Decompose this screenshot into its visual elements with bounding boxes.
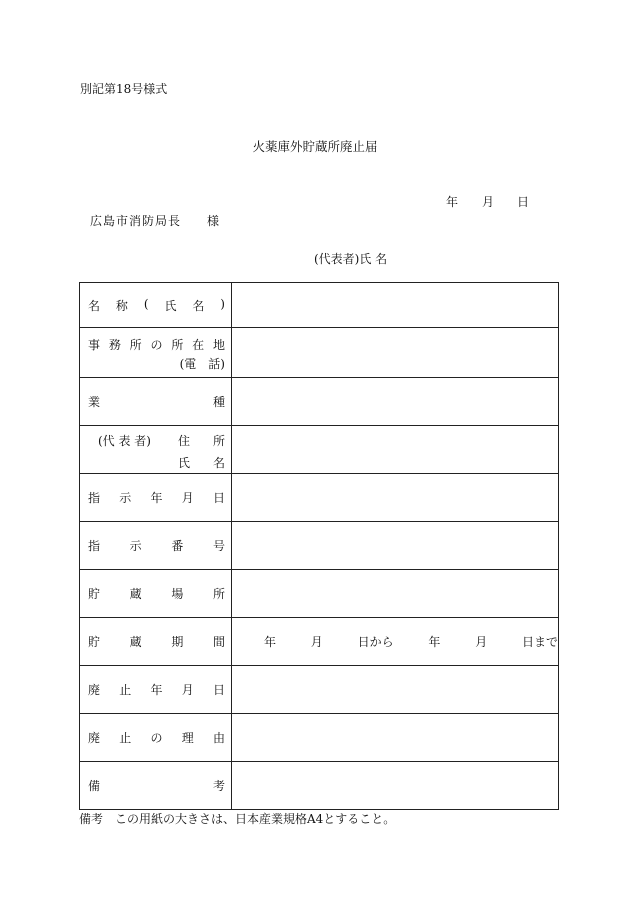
footnote: 備考 この用紙の大きさは、日本産業規格A4とすること。	[79, 812, 396, 826]
label-char: 指	[88, 491, 101, 505]
label-char: 日	[212, 491, 225, 505]
form-number: 別記第18号様式	[80, 82, 168, 96]
label-char: 所	[129, 337, 142, 352]
period-start-year: 年	[264, 635, 277, 649]
row-office	[80, 328, 559, 378]
value-instruction-number[interactable]	[232, 522, 559, 570]
label-char: 示	[119, 491, 132, 505]
label-char: 備	[88, 779, 101, 793]
addressee: 広島市消防局長 様	[90, 214, 221, 228]
label-char: 止	[119, 731, 132, 745]
label-char: 事	[88, 337, 101, 352]
period-start-day: 日から	[357, 635, 394, 649]
form-table	[79, 282, 559, 810]
label-name	[80, 283, 232, 328]
label-char: の	[150, 337, 163, 352]
label-phone: (電 話)	[179, 356, 225, 371]
value-storage-place[interactable]	[232, 570, 559, 618]
label-char: 所	[171, 337, 184, 352]
label-char: 名	[88, 298, 101, 313]
value-name[interactable]	[232, 283, 559, 328]
value-business[interactable]	[232, 378, 559, 426]
label-business	[80, 378, 232, 426]
label-char: 廃	[88, 683, 101, 697]
label-char: 由	[212, 731, 225, 745]
label-char: 氏	[164, 298, 177, 313]
label-char: 在	[192, 337, 205, 352]
label-char: 所	[213, 434, 226, 448]
label-char: 年	[150, 491, 163, 505]
value-abolition-reason[interactable]	[232, 714, 559, 762]
label-char: 貯	[88, 635, 101, 649]
label-char: 所	[212, 587, 225, 601]
value-storage-period[interactable]	[232, 618, 559, 666]
label-char: 蔵	[129, 635, 142, 649]
label-char: 月	[181, 491, 194, 505]
label-char: 場	[171, 587, 184, 601]
label-char: 蔵	[129, 587, 142, 601]
label-representative-prefix: (代 表 者)	[98, 434, 151, 448]
period-end-day: 日まで	[521, 635, 558, 649]
label-char: 廃	[88, 731, 101, 745]
label-office	[80, 328, 232, 378]
period-start-month: 月	[310, 635, 323, 649]
label-char: 務	[108, 337, 121, 352]
label-char: 号	[212, 539, 225, 553]
row-instruction-date	[80, 474, 559, 522]
label-char: 期	[171, 635, 184, 649]
value-representative[interactable]	[232, 426, 559, 474]
label-char: 月	[181, 683, 194, 697]
label-char: 名	[192, 298, 205, 313]
label-char: 間	[212, 635, 225, 649]
label-char: 住	[178, 434, 191, 448]
label-abolition-date	[80, 666, 232, 714]
label-char: 指	[88, 539, 101, 553]
label-char: 年	[150, 683, 163, 697]
label-char: 業	[88, 395, 101, 409]
row-instruction-number	[80, 522, 559, 570]
label-instruction-number	[80, 522, 232, 570]
value-abolition-date[interactable]	[232, 666, 559, 714]
value-remarks[interactable]	[232, 762, 559, 810]
label-char: (	[143, 296, 149, 311]
representative-name-label: (代表者)氏 名	[314, 252, 388, 266]
label-storage-place	[80, 570, 232, 618]
label-representative	[80, 426, 232, 474]
period-end-month: 月	[475, 635, 488, 649]
document-title: 火薬庫外貯蔵所廃止届	[252, 139, 378, 154]
label-char: 日	[212, 683, 225, 697]
label-storage-period	[80, 618, 232, 666]
label-instruction-date	[80, 474, 232, 522]
label-char: 考	[212, 779, 225, 793]
row-storage-place	[80, 570, 559, 618]
row-representative	[80, 426, 559, 474]
label-char: 示	[129, 539, 142, 553]
date-month-label: 月	[482, 195, 495, 209]
date-year-label: 年	[446, 195, 459, 209]
date-day-label: 日	[517, 195, 530, 209]
value-instruction-date[interactable]	[232, 474, 559, 522]
label-char: の	[150, 731, 163, 745]
row-abolition-reason	[80, 714, 559, 762]
row-remarks	[80, 762, 559, 810]
label-char: 番	[171, 539, 184, 553]
period-end-year: 年	[428, 635, 441, 649]
label-char: 称	[115, 298, 128, 313]
label-char: )	[220, 296, 225, 311]
row-storage-period	[80, 618, 559, 666]
label-char: 地	[212, 337, 225, 352]
label-remarks	[80, 762, 232, 810]
label-char: 氏	[178, 456, 191, 470]
label-char: 名	[213, 456, 226, 470]
value-office[interactable]	[232, 328, 559, 378]
row-name	[80, 283, 559, 328]
label-char: 理	[181, 731, 194, 745]
label-abolition-reason	[80, 714, 232, 762]
row-business	[80, 378, 559, 426]
label-char: 止	[119, 683, 132, 697]
row-abolition-date	[80, 666, 559, 714]
label-char: 貯	[88, 587, 101, 601]
label-char: 種	[212, 395, 225, 409]
